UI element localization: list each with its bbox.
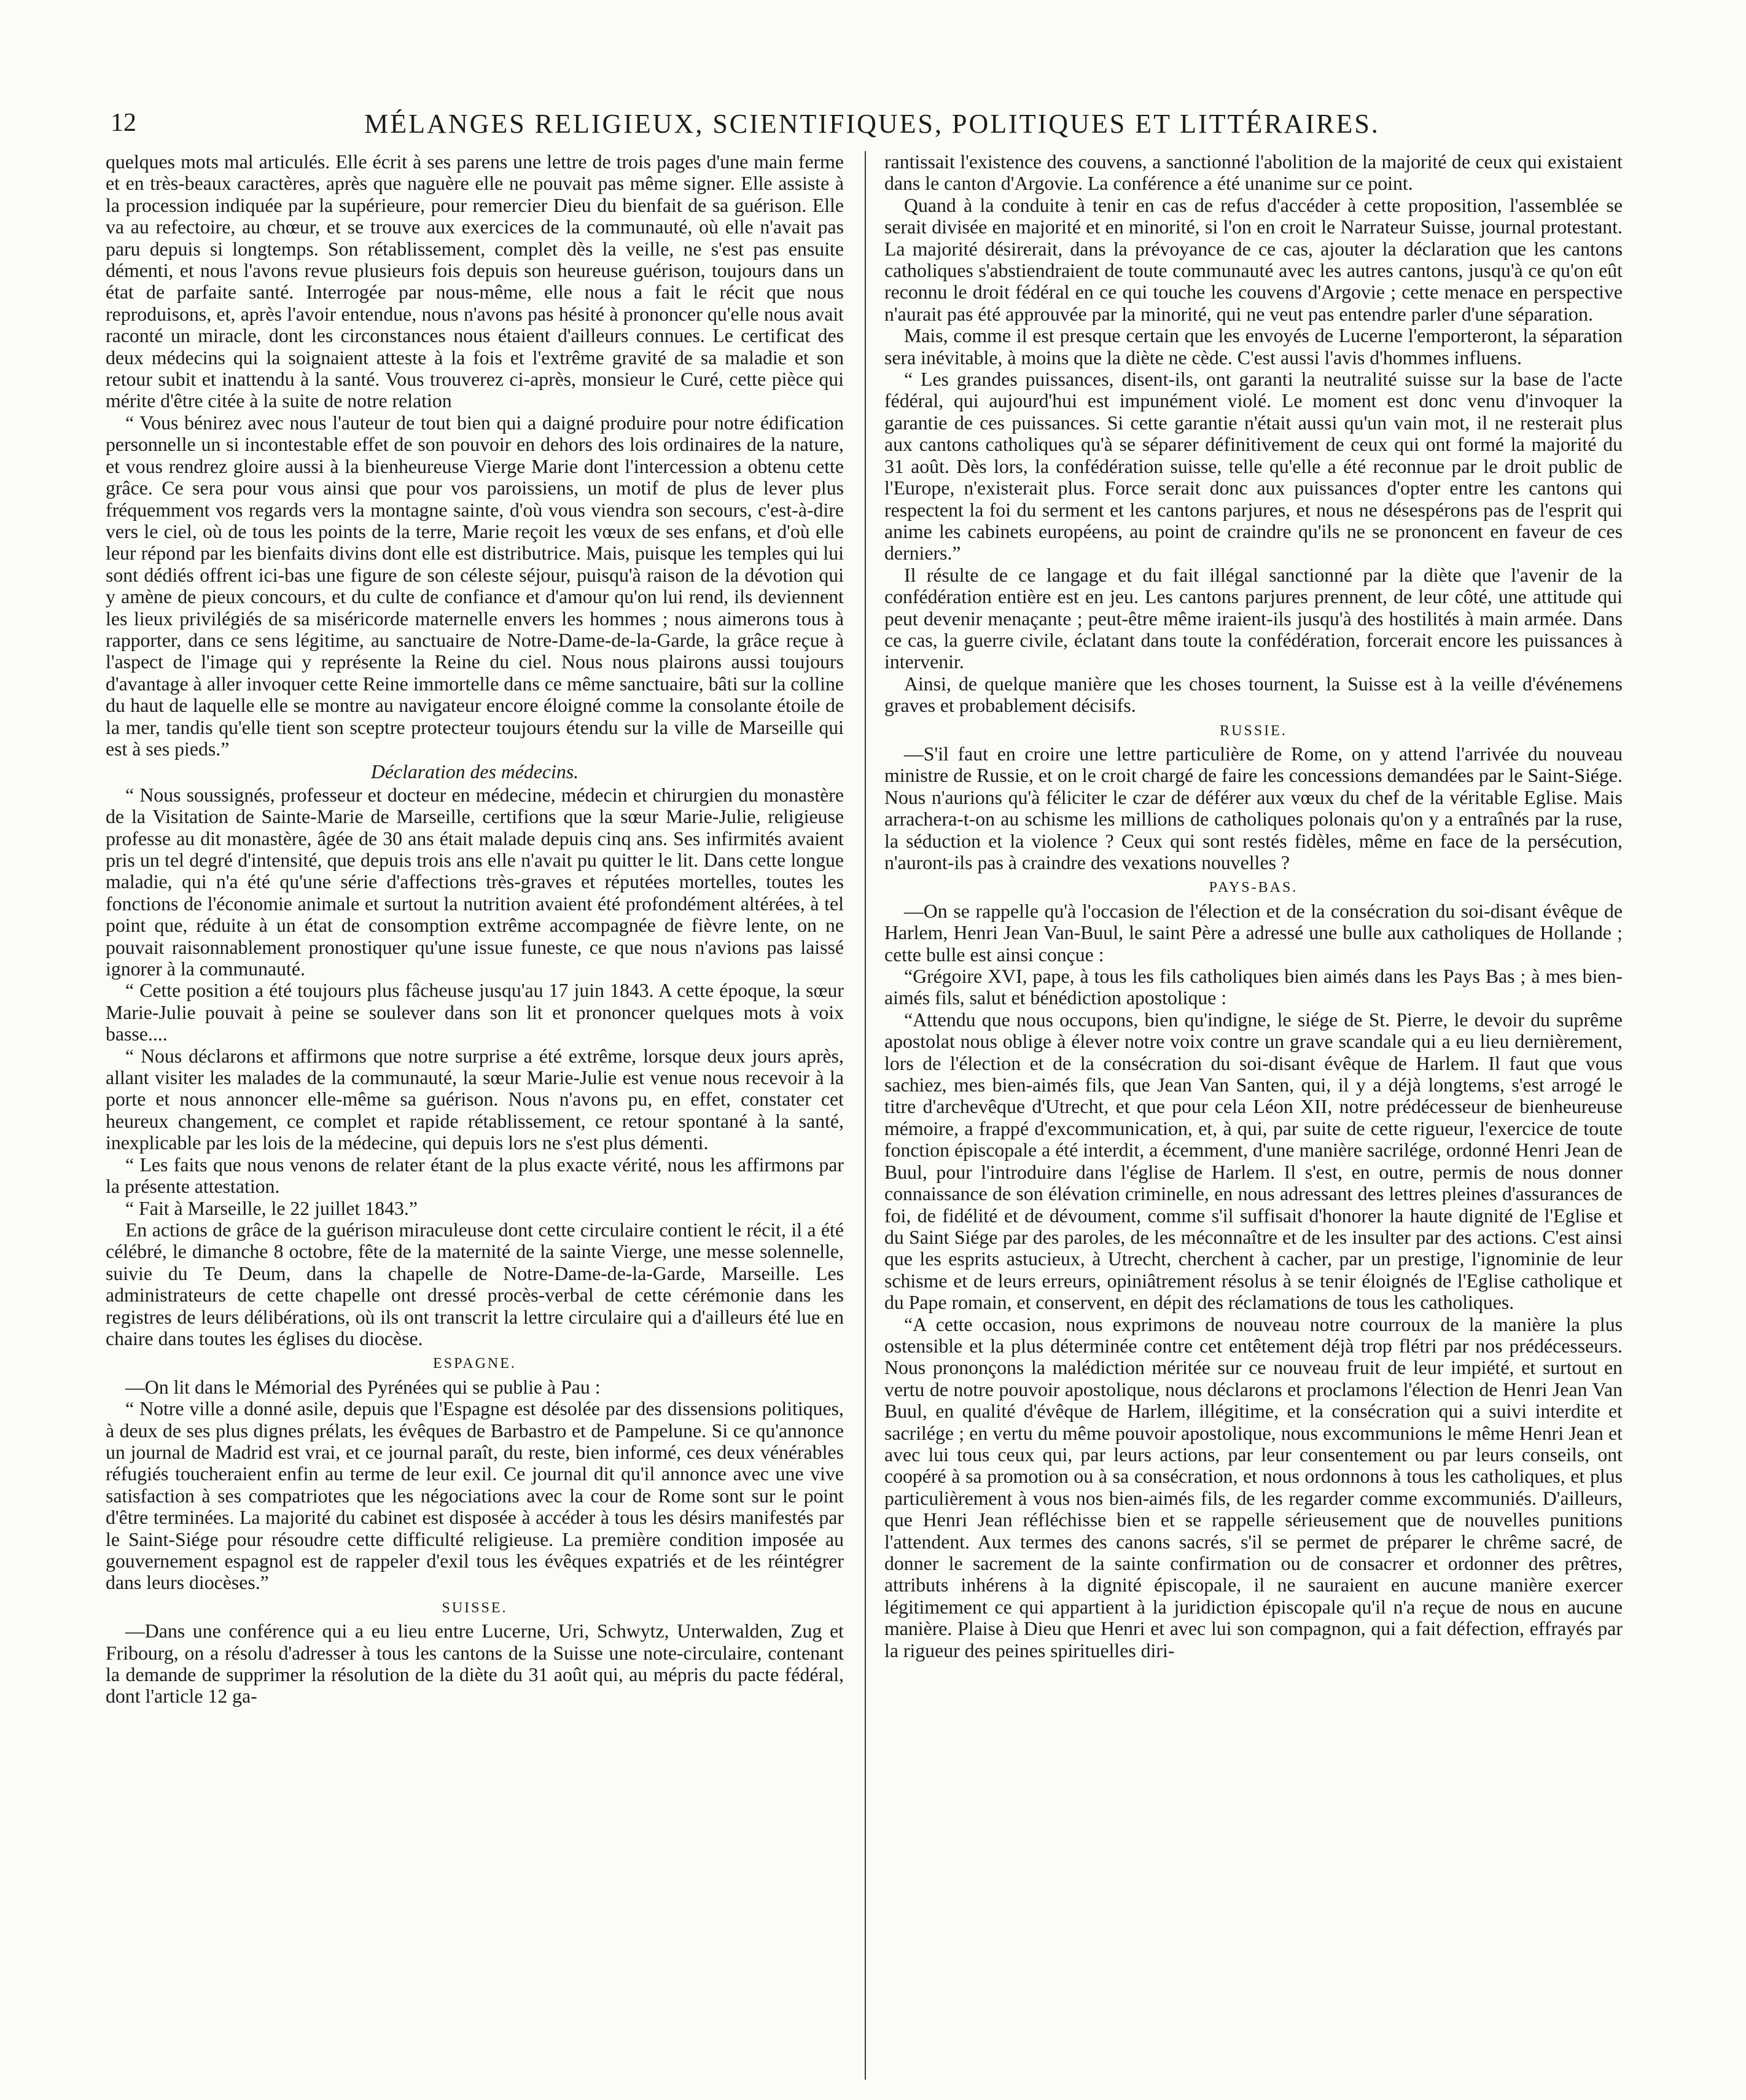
paragraph: “ Les grandes puissances, disent-ils, ont garanti la neutralité suisse sur la base de l'acte fédéral, qui aujourd'hui est impunément violé. Le moment est donc venu d'invoquer la garantie de ces puissances. Si cette garantie n'était aussi qu'un vain mot, il ne resterait plus aux cantons catholiques qu'à se séparer définitivement de ceux qui ont formé la majorité du 31 août. Dès lors, la confédération suisse, telle qu'elle a été reconnue par le droit public de l'Europe, n'existerait plus. Force serait donc aux puissances d'opter entre les cantons qui respectent la foi du serment et les cantons parjures, et nous ne désespérons pas de l'esprit qui anime les cabinets européens, au point de craindre qu'ils ne se prononcent en faveur de ces derniers.”: [884, 369, 1623, 564]
paragraph: Quand à la conduite à tenir en cas de refus d'accéder à cette proposition, l'assemblée se serait divisée en majorité et en minorité, si l'on en croit le Narrateur Suisse, journal protestant. La majorité désirerait, dans la prévoyance de ce cas, ajouter la déclaration que les cantons catholiques s'abstiendraient de toute communauté avec les autres cantons, jusqu'à ce qu'on eût reconnu le droit fédéral en ce qui touche les couvens d'Argovie ; cette menace en perspective n'aurait pas été approuvée par la minorité, qui ne veut pas entendre parler d'une séparation.: [884, 194, 1623, 325]
column-divider: [865, 151, 866, 2080]
section-heading-pays-bas: PAYS-BAS.: [1209, 880, 1298, 896]
paragraph: “ Vous bénirez avec nous l'auteur de tout bien qui a daigné produire pour notre édification personnelle un si incontestable effet de son pouvoir en dehors des lois ordinaires de la nature, et vous rendrez gloire aussi à la bienheureuse Vierge Marie dont l'intercession a obtenu cette grâce. Ce sera pour vous ainsi que pour vos paroissiens, un motif de plus de lever plus fréquemment vos regards vers la montagne sainte, d'où vous viendra son secours, c'est-à-dire vers le ciel, où de tous les points de la terre, Marie reçoit les vœux de ses enfans, et d'où elle leur répond par les bienfaits divins dont elle est distributrice. Mais, puisque les temples qui lui sont dédiés offrent ici-bas une figure de son céleste séjour, puisqu'à raison de la dévotion qui y amène de pieux concours, et du culte de confiance et d'amour qu'on lui rend, ils deviennent les lieux privilégiés de sa miséricorde maternelle envers les hommes ; nous aimerons tous à rapporter, dans ce sens légitime, au sanctuaire de Notre-Dame-de-la-Garde, la grâce reçue à l'aspect de l'image qui y représente la Reine du ciel. Nous nous plairons aussi toujours d'avantage à aller invoquer cette Reine immortelle dans ce même sanctuaire, bâti sur la colline du haut de laquelle elle se montre au navigateur encore éloigné comme la consolante étoile de la mer, tandis qu'elle tient son sceptre protecteur toujours étendu sur la ville de Marseille qui est à ses pieds.”: [106, 412, 844, 760]
paragraph: En actions de grâce de la guérison miraculeuse dont cette circulaire contient le récit, il a été célébré, le dimanche 8 octobre, fête de la maternité de la sainte Vierge, une messe solennelle, suivie du Te Deum, dans la chapelle de Notre-Dame-de-la-Garde, Marseille. Les administrateurs de cette chapelle ont dressé procès-verbal de cette cérémonie dans les registres de leurs délibérations, où ils ont transcrit la lettre circulaire qui a d'ailleurs été lue en chaire dans toutes les églises du diocèse.: [106, 1219, 844, 1349]
text-columns: [106, 151, 1639, 2080]
paragraph: —Dans une conférence qui a eu lieu entre Lucerne, Uri, Schwytz, Unterwalden, Zug et Fribourg, on a résolu d'adresser à tous les cantons de la Suisse une note-circulaire, contenant la demande de supprimer la résolution de la diète du 31 août qui, au mépris du pacte fédéral, dont l'article 12 ga-: [106, 1620, 844, 1708]
paragraph: “ Notre ville a donné asile, depuis que l'Espagne est désolée par des dissensions politiques, à deux de ses plus dignes prélats, les évêques de Barbastro et de Pampelune. Si ce qu'annonce un journal de Madrid est vrai, et ce journal paraît, du reste, bien informé, ces deux vénérables réfugiés toucheraient enfin au terme de leur exil. Ce journal dit qu'il annonce avec une vive satisfaction à ses compatriotes que les négociations avec la cour de Rome sont sur le point d'être terminées. La majorité du cabinet est disposée à accéder à tous les désirs manifestés par le Saint-Siége pour résoudre cette difficulté religieuse. La première condition imposée au gouvernement espagnol est de rappeler d'exil tous les évêques expatriés et de les réintégrer dans leurs diocèses.”: [106, 1398, 844, 1594]
paragraph: “Grégoire XVI, pape, à tous les fils catholiques bien aimés dans les Pays Bas ; à mes bien-aimés fils, salut et bénédiction apostolique :: [884, 966, 1623, 1009]
paragraph: —On se rappelle qu'à l'occasion de l'élection et de la consécration du soi-disant évêque de Harlem, Henri Jean Van-Buul, le saint Père a adressé une bulle aux catholiques de Hollande ; cette bulle est ainsi conçue :: [884, 900, 1623, 966]
paragraph: “ Les faits que nous venons de relater étant de la plus exacte vérité, nous les affirmons par la présente attestation.: [106, 1153, 844, 1198]
paragraph: “A cette occasion, nous exprimons de nouveau notre courroux de la manière la plus ostensible et la plus déterminée contre cet entêtement déjà trop flétri par nos prédécesseurs. Nous prononçons la malédiction méritée sur ce nouveau fruit de leur impiété, et surtout en vertu de notre pouvoir apostolique, nous déclarons et proclamons l'élection de Henri Jean Van Buul, en qualité d'évêque de Harlem, illégitime, et la consécration qui a suivi interdite et sacrilége ; en vertu du même pouvoir apostolique, nous excommunions le même Henri Jean et avec lui tous ceux qui, par leurs actions, par leur consentement ou par leurs conseils, ont coopéré à sa promotion ou à sa consécration, et nous ordonnons à tous les catholiques, et plus particulièrement à vous nos bien-aimés fils, de les regarder comme excommuniés. D'ailleurs, que Henri Jean réfléchisse bien et se rappelle sérieusement que de nouvelles punitions l'attendent. Aux termes des canons sacrés, s'il se permet de préparer le chrême sacré, de donner le sacrement de la sainte confirmation ou de consacrer et ordonner des prêtres, attributs inhérens à la dignité épiscopale, il ne sauraient en aucune manière exercer légitimement ce qui appartient à la juridiction épiscopale qu'il n'a reçue de nous en aucune manière. Plaise à Dieu que Henri et avec lui son compagnon, qui a fait défection, effrayés par la rigueur des peines spirituelles diri-: [884, 1313, 1623, 1661]
paragraph: “ Fait à Marseille, le 22 juillet 1843.”: [125, 1197, 418, 1219]
paragraph: Mais, comme il est presque certain que les envoyés de Lucerne l'emporteront, la séparation sera inévitable, à moins que la diète ne cède. C'est aussi l'avis d'hommes influens.: [884, 325, 1623, 369]
page-number: 12: [111, 109, 136, 137]
right-column: [884, 151, 1623, 2080]
paragraph: “ Nous soussignés, professeur et docteur en médecine, médecin et chirurgien du monastère de la Visitation de Sainte-Marie de Marseille, certifions que la sœur Marie-Julie, religieuse professe au dit monastère, âgée de 30 ans était malade depuis cinq ans. Ses infirmités avaient pris un tel degré d'intensité, que depuis trois ans elle n'avait pu quitter le lit. Dans cette longue maladie, qui n'a été qu'une série d'affections très-graves et réputées mortelles, toutes les fonctions de l'économie animale et surtout la nutrition avaient été profondément altérées, à tel point que, réduite à un état de consomption extrême accompagnée de fièvre lente, on ne pouvait raisonnablement pronostiquer qu'une issue funeste, ce que nous n'avions pas laissé ignorer à la communauté.: [106, 784, 844, 980]
paragraph: Ainsi, de quelque manière que les choses tournent, la Suisse est à la veille d'événemens graves et probablement décisifs.: [884, 673, 1623, 717]
running-title: MÉLANGES RELIGIEUX, SCIENTIFIQUES, POLITIQUES ET LITTÉRAIRES.: [364, 109, 1380, 139]
left-column: [106, 151, 844, 2080]
paragraph: rantissait l'existence des couvens, a sanctionné l'abolition de la majorité de ceux qui existaient dans le canton d'Argovie. La conférence a été unanime sur ce point.: [884, 151, 1623, 195]
paragraph: “ Nous déclarons et affirmons que notre surprise a été extrême, lorsque deux jours après, allant visiter les malades de la communauté, la sœur Marie-Julie est venue nous recevoir à la porte et nous annoncer elle-même sa guérison. Nous n'avons pu, en effet, constater cet heureux changement, ce complet et rapide rétablissement, ce retour spontané à la santé, inexplicable par les lois de la médecine, qui depuis lors ne s'est plus démenti.: [106, 1045, 844, 1154]
subheading: Déclaration des médecins.: [370, 761, 579, 783]
paragraph: “ Cette position a été toujours plus fâcheuse jusqu'au 17 juin 1843. A cette époque, la sœur Marie-Julie pouvait à peine se soulever dans son lit et prononcer quelques mots à voix basse....: [106, 980, 844, 1045]
section-heading-russie: RUSSIE.: [1220, 722, 1287, 739]
section-heading-espagne: ESPAGNE.: [433, 1356, 516, 1372]
section-heading-suisse: SUISSE.: [442, 1599, 508, 1616]
paragraph: Il résulte de ce langage et du fait illégal sanctionné par la diète que l'avenir de la confédération entière est en jeu. Les cantons parjures prennent, de leur côté, une attitude qui peut devenir menaçante ; peut-être même iraient-ils jusqu'à des hostilités à main armée. Dans ce cas, la guerre civile, éclatant dans toute la confédération, forcerait encore les puissances à intervenir.: [884, 564, 1623, 673]
page-header: [111, 108, 1634, 146]
paragraph: quelques mots mal articulés. Elle écrit à ses parens une lettre de trois pages d'une main ferme et en très-beaux caractères, après que naguère elle ne pouvait pas même signer. Elle assiste à la procession indiquée par la supérieure, pour remercier Dieu du bienfait de sa guérison. Elle va au refectoire, au chœur, et se trouve aux exercices de la communauté, où elle n'avait pas paru depuis si longtemps. Son rétablissement, complet dès la veille, ne s'est pas ensuite démenti, et nous l'avons revue plusieurs fois depuis son heureuse guérison, toujours dans un état de parfaite santé. Interrogée par nous-même, elle nous a fait le récit que nous reproduisons, et, après l'avoir entendue, nous n'avons pas hésité à prononcer qu'elle nous avait raconté un miracle, dont les circonstances nous étaient d'ailleurs connues. Le certificat des deux médecins qui la soignaient atteste à la fois et l'extrême gravité de sa maladie et son retour subit et inattendu à la santé. Vous trouverez ci-après, monsieur le Curé, cette pièce qui mérite d'être citée à la suite de notre relation: [106, 151, 844, 412]
paragraph: —S'il faut en croire une lettre particulière de Rome, on y attend l'arrivée du nouveau ministre de Russie, et on le croit chargé de faire les concessions demandées par le Saint-Siége. Nous n'aurions qu'à féliciter le czar de déférer aux vœux du chef de la véritable Eglise. Mais arrachera-t-on au schisme les millions de catholiques polonais qu'on y a entraînés par la ruse, la séduction et la violence ? Ceux qui sont restés fidèles, même en face de la persécution, n'auront-ils pas à craindre des vexations nouvelles ?: [884, 743, 1623, 873]
paragraph: “Attendu que nous occupons, bien qu'indigne, le siége de St. Pierre, le devoir du suprême apostolat nous oblige à élever notre voix contre un grave scandale qui a eu lieu dernièrement, lors de l'élection et de la consécration du soi-disant évêque de Harlem. Il faut que vous sachiez, mes bien-aimés fils, que Jean Van Santen, qui, il y a déjà longtems, s'est arrogé le titre d'archevêque d'Utrecht, et que pour cela Léon XII, notre prédécesseur de bienheureuse mémoire, a frappé d'excommunication, et, à qui, par suite de cette rigueur, l'exercice de toute fonction épiscopale a été interdit, a écemment, d'une manière sacrilége, ordonné Henri Jean de Buul, pour l'introduire dans l'église de Harlem. Il s'est, en outre, permis de nous donner connaissance de son élévation criminelle, en nous adressant des lettres pleines d'assurances de foi, de fidélité et de dévoument, comme s'il suffisait d'honorer la haute dignité de l'Eglise et du Saint Siége par des paroles, de les méconnaître et de les insulter par des actions. C'est ainsi que les esprits astucieux, à Utrecht, cherchent à cacher, par un prestige, l'ignominie de leur schisme et de leurs erreurs, opiniâtrement résolus à se tenir éloignés de l'Eglise catholique et du Pape romain, et conservent, en dépit des réclamations de tous les catholiques.: [884, 1009, 1623, 1314]
paragraph: —On lit dans le Mémorial des Pyrénées qui se publie à Pau :: [125, 1376, 601, 1398]
